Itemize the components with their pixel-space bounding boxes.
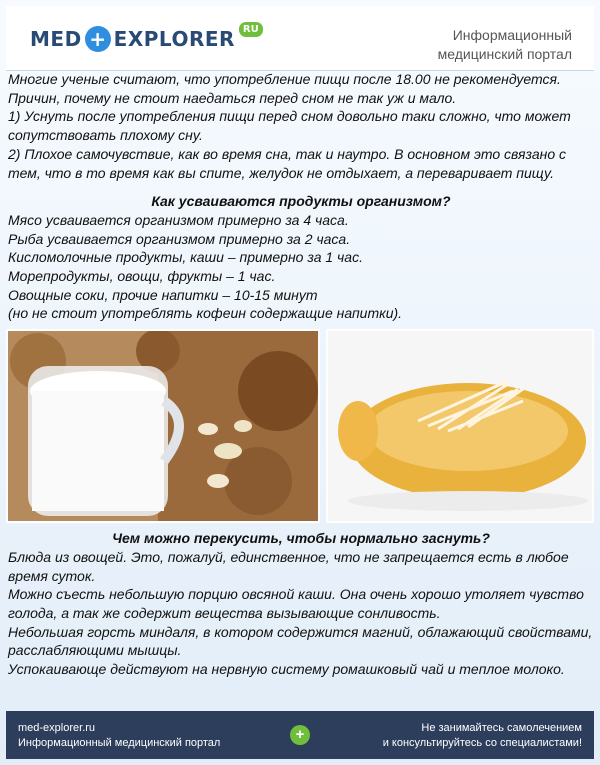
- footer-warning-line1: Не занимайтесь самолечением: [421, 722, 582, 734]
- snack-oatmeal: Можно съесть небольшую порцию овсяной каши. Она очень хорошо утоляет чувство голода, а так же содержит вещества вызывающие сонливость.: [8, 586, 584, 621]
- snack-vegetables: Блюда из овощей. Это, пожалуй, единственное, что не запрещается есть в любое время суток.: [8, 548, 569, 584]
- plus-icon: +: [290, 725, 310, 745]
- digestion-caffeine-note: (но не стоит употреблять кофеин содержащие напитки).: [8, 305, 403, 322]
- reasons-paragraph: Причин, почему не стоит наедаться перед сном не так уж и мало.: [8, 89, 457, 106]
- reason-one: 1) Уснуть после употребления пищи перед сном довольно таки сложно, что может сопутствовать плохому сну.: [8, 108, 571, 144]
- snack-heading: Чем можно перекусить, чтобы нормально заснуть?: [112, 530, 490, 547]
- footer-site-link[interactable]: med-explorer.ru: [18, 722, 96, 734]
- digestion-juices: Овощные соки, прочие напитки – 10-15 минут: [8, 286, 318, 303]
- logo-text-explorer: EXPLORER: [113, 27, 235, 51]
- digestion-seafood: Морепродукты, овощи, фрукты – 1 час.: [8, 268, 276, 285]
- digestion-dairy: Кисломолочные продукты, каши – примерно за 1 час.: [8, 249, 363, 266]
- digestion-heading: Как усваиваются продукты организмом?: [151, 193, 451, 210]
- intro-paragraph: Многие ученые считают, что употребление пищи после 18.00 не рекомендуется.: [8, 71, 561, 87]
- footer-site-info: [18, 721, 220, 751]
- footer-warning-line2: и консультируйтесь со специалистами!: [382, 737, 582, 749]
- footer: [6, 711, 594, 759]
- tagline-line1: Информационный: [452, 27, 572, 43]
- site-logo[interactable]: [30, 24, 263, 54]
- digestion-meat: Мясо усваивается организмом примерно за 4 часа.: [8, 211, 349, 228]
- footer-site-desc: Информационный медицинский портал: [18, 737, 221, 749]
- stuffed-vegetable-photo: [326, 329, 594, 523]
- header: [6, 6, 594, 71]
- snack-almonds: Небольшая горсть миндаля, в котором содержится магний, облажающий свойствами, расслабляющими мышцы.: [8, 623, 593, 659]
- milk-oats-photo: [6, 329, 320, 523]
- footer-warning: [383, 721, 582, 751]
- digestion-fish: Рыба усваивается организмом примерно за 2 часа.: [8, 230, 351, 247]
- reason-two: 2) Плохое самочувствие, как во время сна, так и наутро. В основном это связано с тем, что в то время как вы спите, желудок не отдыхает, а переваривает пищу.: [8, 145, 566, 181]
- logo-text-med: MED: [30, 27, 82, 51]
- medical-plus-icon: +: [85, 26, 111, 52]
- photo-row: [6, 329, 594, 523]
- ru-badge: RU: [239, 22, 263, 37]
- tagline-line2: медицинский портал: [437, 46, 572, 62]
- portal-tagline: [438, 26, 572, 64]
- snack-tea-milk: Успокаивающе действуют на нервную систему ромашковый чай и теплое молоко.: [8, 661, 565, 678]
- article-body: [6, 70, 594, 679]
